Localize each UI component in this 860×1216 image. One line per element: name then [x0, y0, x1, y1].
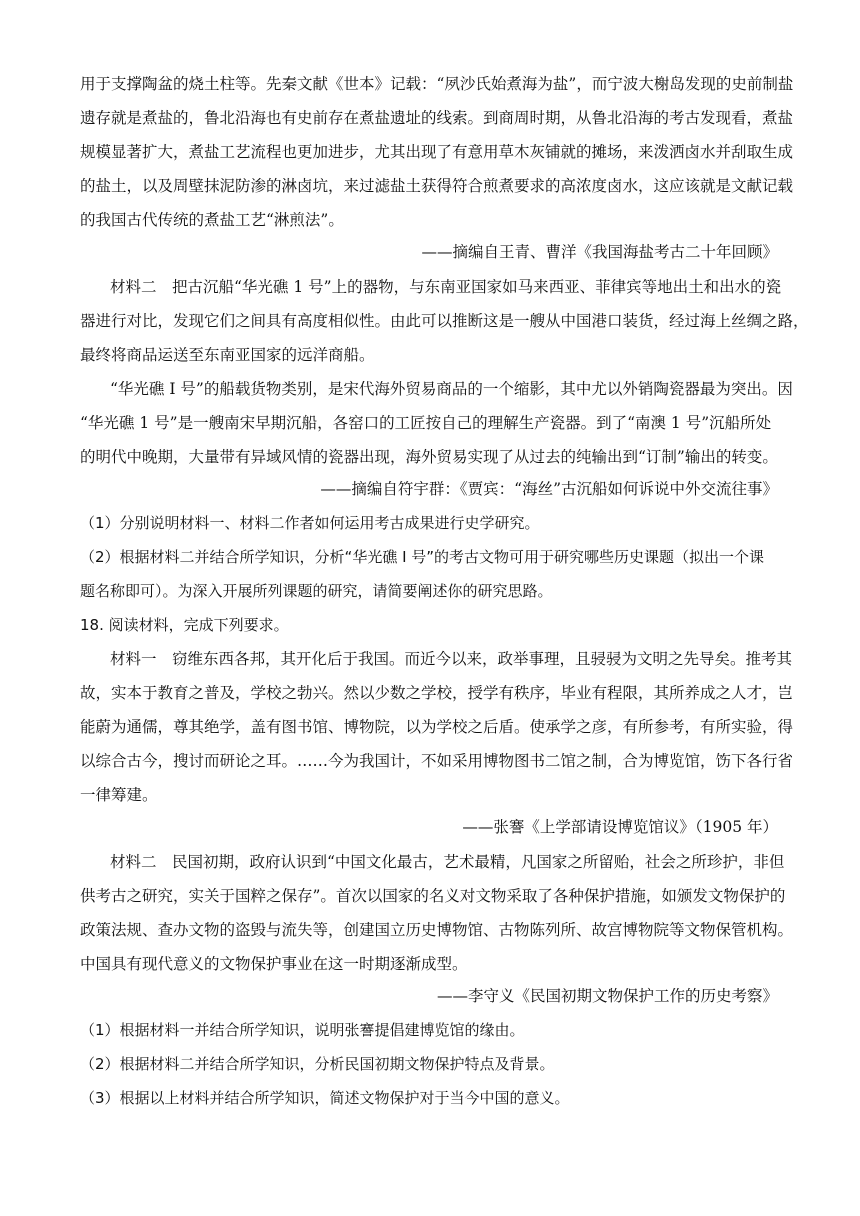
material1-line: 的盐土，以及周壁抹泥防渗的淋卤坑，来过滤盐土获得符合煎煮要求的高浓度卤水，这应该就是文献记载 [80, 177, 794, 195]
question-item: （2）根据材料二并结合所学知识，分析民国初期文物保护特点及背景。 [80, 1055, 555, 1073]
material-line: 供考古之研究，实关于国粹之保存”。首次以国家的名义对文物采取了各种保护措施，如颁发文物保护的 [80, 887, 786, 905]
question-item: （1）分别说明材料一、材料二作者如何运用考古成果进行史学研究。 [80, 514, 540, 532]
question-item: （2）根据材料二并结合所学知识，分析“华光礁 I 号”的考古文物可用于研究哪些历史课题（拟出一个课 [80, 548, 765, 566]
source-citation: ——张謇《上学部请设博览馆议》（1905 年） [462, 818, 778, 836]
source-citation: ——摘编自王青、曹洋《我国海盐考古二十年回顾》 [421, 243, 778, 261]
material2-line: 的明代中晚期，大量带有异域风情的瓷器出现，海外贸易实现了从过去的纯输出到“订制”输出的转变。 [80, 448, 778, 466]
material2-line: “华光礁 1 号”是一艘南宋早期沉船，各窑口的工匠按自己的理解生产瓷器。到了“南澳 1 号”沉船所处 [80, 414, 772, 432]
material-line: 政策法规、查办文物的盗毁与流失等，创建国立历史博物馆、古物陈列所、故宫博物院等文物保管机构。 [80, 921, 794, 939]
question-title: 18. 阅读材料，完成下列要求。 [80, 616, 289, 634]
material-line: 中国具有现代意义的文物保护事业在这一时期逐渐成型。 [80, 955, 468, 973]
material-line: 材料二 民国初期，政府认识到“中国文化最古，艺术最精，凡国家之所留贻，社会之所珍护，非但 [110, 853, 785, 871]
material1-line: 规模显著扩大，煮盐工艺流程也更加进步，尤其出现了有意用草木灰铺就的摊场，来泼洒卤水并刮取生成 [80, 143, 794, 161]
question-item: （1）根据材料一并结合所学知识，说明张謇提倡建博览馆的缘由。 [80, 1021, 525, 1039]
material-line: 材料一 窃维东西各邦，其开化后于我国。而近今以来，政举事理，且骎骎为文明之先导矣。推考其 [110, 650, 793, 668]
material2-line: 最终将商品运送至东南亚国家的远洋商船。 [80, 346, 375, 364]
material-line: 故，实本于教育之普及，学校之勃兴。然以少数之学校，授学有秩序，毕业有程限，其所养成之人才，岂 [80, 684, 794, 702]
source-citation: ——李守义《民国初期文物保护工作的历史考察》 [436, 987, 778, 1005]
question-item: （3）根据以上材料并结合所学知识，简述文物保护对于当今中国的意义。 [80, 1089, 570, 1107]
question-item: 题名称即可）。为深入开展所列课题的研究，请简要阐述你的研究思路。 [80, 582, 553, 600]
material1-line: 用于支撑陶盆的烧土柱等。先秦文献《世本》记载：“夙沙氏始煮海为盐”，而宁波大榭岛发现的史前制盐 [80, 75, 794, 93]
source-citation: ——摘编自符宇群：《贾宾：“海丝”古沉船如何诉说中外交流往事》 [320, 480, 778, 498]
material-line: 一律筹建。 [80, 786, 158, 804]
material1-line: 的我国古代传统的煮盐工艺“淋煎法”。 [80, 211, 344, 229]
material2-line: 器进行对比，发现它们之间具有高度相似性。由此可以推断这是一艘从中国港口装货，经过海上丝绸之路， [80, 312, 809, 330]
material-line: 以综合古今，搜讨而研论之耳。……今为我国计，不如采用博物图书二馆之制，合为博览馆，饬下各行省 [80, 752, 794, 770]
material2-line: 材料二 把古沉船“华光礁 1 号”上的器物，与东南亚国家如马来西亚、菲律宾等地出土和出水的瓷 [110, 278, 782, 296]
material2-line: “华光礁 I 号”的船载货物类别，是宋代海外贸易商品的一个缩影，其中尤以外销陶瓷器最为突出。因 [110, 380, 793, 398]
material-line: 能蔚为通儒，尊其绝学，盖有图书馆、博物院，以为学校之后盾。使承学之彦，有所参考，有所实验，得 [80, 718, 794, 736]
material1-line: 遗存就是煮盐的，鲁北沿海也有史前存在煮盐遗址的线索。到商周时期，从鲁北沿海的考古发现看，煮盐 [80, 109, 794, 127]
